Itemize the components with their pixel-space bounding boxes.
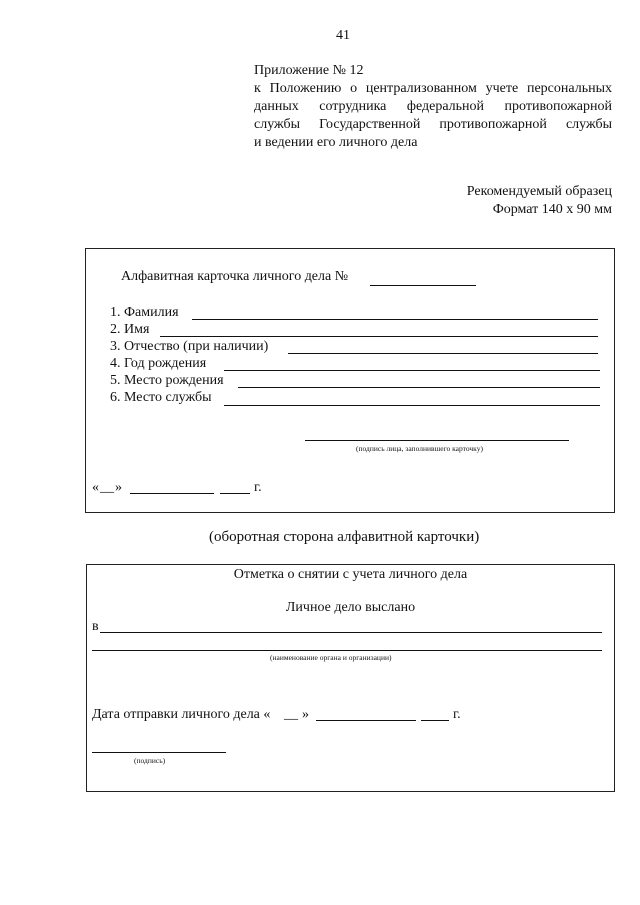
date-quote-open: « xyxy=(92,480,99,495)
organization-caption: (наименование органа и организации) xyxy=(270,653,392,662)
date-year-suffix: г. xyxy=(254,480,262,495)
sent-to-line[interactable] xyxy=(100,632,602,633)
format-size: Формат 140 х 90 мм xyxy=(492,202,612,217)
send-date-month-line[interactable] xyxy=(316,720,416,721)
appendix-title: Приложение № 12 xyxy=(254,63,364,78)
field-surname-label: 1. Фамилия xyxy=(110,305,179,320)
field-birthplace-label: 5. Место рождения xyxy=(110,373,224,388)
signature-caption: (подпись лица, заполнившего карточку) xyxy=(356,444,483,453)
back-signature-caption: (подпись) xyxy=(134,756,166,765)
back-side-caption: (оборотная сторона алфавитной карточки) xyxy=(209,529,480,545)
recommended-sample: Рекомендуемый образец xyxy=(466,184,612,199)
appendix-line-4: и ведении его личного дела xyxy=(254,135,418,150)
date-year-line[interactable] xyxy=(220,493,250,494)
send-date-day-blank[interactable]: __ xyxy=(284,707,298,722)
card-number-line[interactable] xyxy=(370,285,476,286)
send-date-year-suffix: г. xyxy=(453,707,461,722)
page-number: 41 xyxy=(336,28,350,43)
send-date-quote-close: » xyxy=(302,707,309,722)
field-birthplace-line[interactable] xyxy=(238,387,600,388)
field-surname-line[interactable] xyxy=(192,319,598,320)
date-month-line[interactable] xyxy=(130,493,214,494)
field-service-place-label: 6. Место службы xyxy=(110,390,212,405)
field-name-line[interactable] xyxy=(160,336,598,337)
organization-line[interactable] xyxy=(92,650,602,651)
field-patronymic-line[interactable] xyxy=(288,353,598,354)
deregistration-title: Отметка о снятии с учета личного дела xyxy=(233,567,468,582)
send-date-year-line[interactable] xyxy=(421,720,449,721)
file-sent-title: Личное дело выслано xyxy=(285,600,416,615)
appendix-line-2: данных сотрудника федеральной противопожарной xyxy=(254,99,612,114)
field-birth-year-label: 4. Год рождения xyxy=(110,356,207,371)
date-quote-close: » xyxy=(115,480,122,495)
field-patronymic-label: 3. Отчество (при наличии) xyxy=(110,339,269,354)
card-title: Алфавитная карточка личного дела № xyxy=(121,269,349,284)
field-service-place-line[interactable] xyxy=(224,405,600,406)
back-signature-line[interactable] xyxy=(92,752,226,753)
signature-line[interactable] xyxy=(305,440,569,441)
appendix-line-1: к Положению о централизованном учете персональных xyxy=(254,81,612,96)
send-date-label: Дата отправки личного дела « xyxy=(92,707,271,722)
sent-to-label: в xyxy=(92,619,99,634)
appendix-line-3: службы Государственной противопожарной службы xyxy=(254,117,612,132)
field-name-label: 2. Имя xyxy=(110,322,150,337)
field-birth-year-line[interactable] xyxy=(224,370,600,371)
date-day-blank[interactable]: __ xyxy=(100,480,114,495)
